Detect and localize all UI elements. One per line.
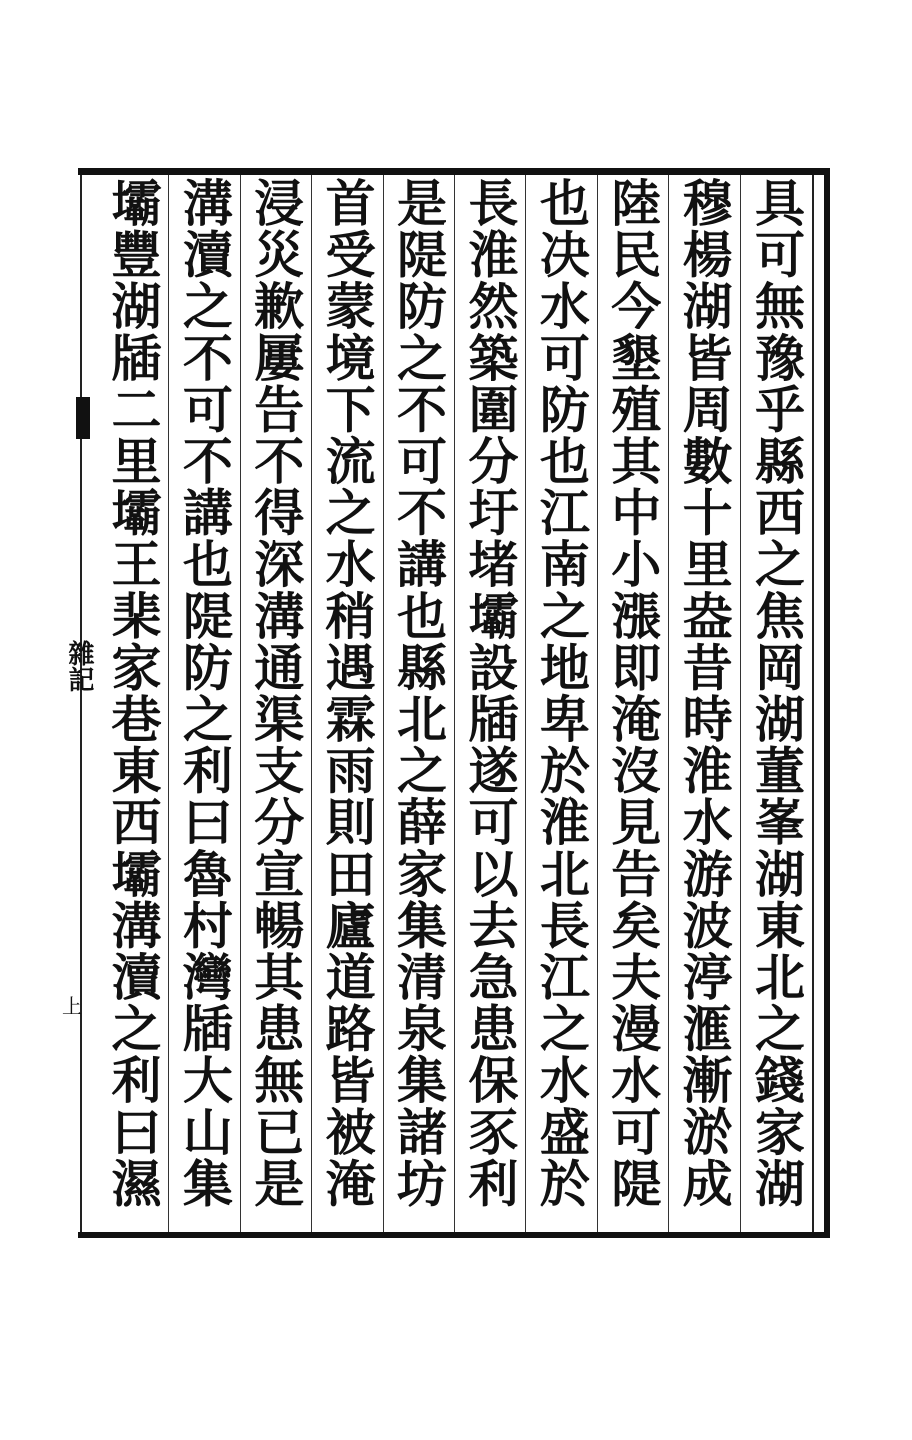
text-column-10: [98, 175, 169, 1232]
text-column-3: [598, 175, 669, 1232]
column-text: 是隄防之不可不講也縣北之薛家集清泉集諸坊: [389, 177, 449, 1209]
column-text: 也决水可防也江南之地卑於淮北長江之水盛於: [531, 177, 591, 1209]
frame-top-border: [78, 168, 830, 175]
frame-right-inner-line: [812, 175, 814, 1232]
fold-margin-folio: 上: [62, 994, 82, 1018]
column-text: 壩豐湖牐二里壩王棐家巷東西壩溝瀆之利曰濕: [103, 177, 163, 1209]
text-column-7: [312, 175, 383, 1232]
text-column-9: [169, 175, 240, 1232]
text-column-8: [241, 175, 312, 1232]
column-text: 陸民今墾殖其中小漲即淹沒見告矣夫漫水可隄: [603, 177, 663, 1209]
column-text: 長淮然築圍分圩堵壩設牐遂可以去急患保豕利: [460, 177, 520, 1209]
fishtail-mark: [76, 397, 90, 439]
column-text: 穆楊湖皆周數十里盎昔時淮水游波渟滙漸淤成: [674, 177, 734, 1209]
column-text: 溝瀆之不可不講也隄防之利曰魯村灣牐大山集: [174, 177, 234, 1209]
frame-bottom-border: [78, 1232, 830, 1238]
text-column-4: [526, 175, 597, 1232]
text-column-2: [669, 175, 740, 1232]
column-text: 首受蒙境下流之水稍遇霖雨則田廬道路皆被淹: [317, 177, 377, 1209]
text-columns: [98, 175, 812, 1232]
fold-margin: [60, 175, 90, 1232]
fold-margin-section-title: 雜記: [64, 640, 94, 692]
text-column-6: [384, 175, 455, 1232]
text-column-1: [741, 175, 812, 1232]
column-text: 浸災歉屢告不得深溝通渠支分宣暢其患無已是: [246, 177, 306, 1209]
text-column-5: [455, 175, 526, 1232]
column-text: 具可無豫乎縣西之焦岡湖董峯湖東北之錢家湖: [747, 177, 806, 1209]
frame-right-border: [824, 168, 830, 1238]
fold-margin-line: [80, 175, 82, 1232]
